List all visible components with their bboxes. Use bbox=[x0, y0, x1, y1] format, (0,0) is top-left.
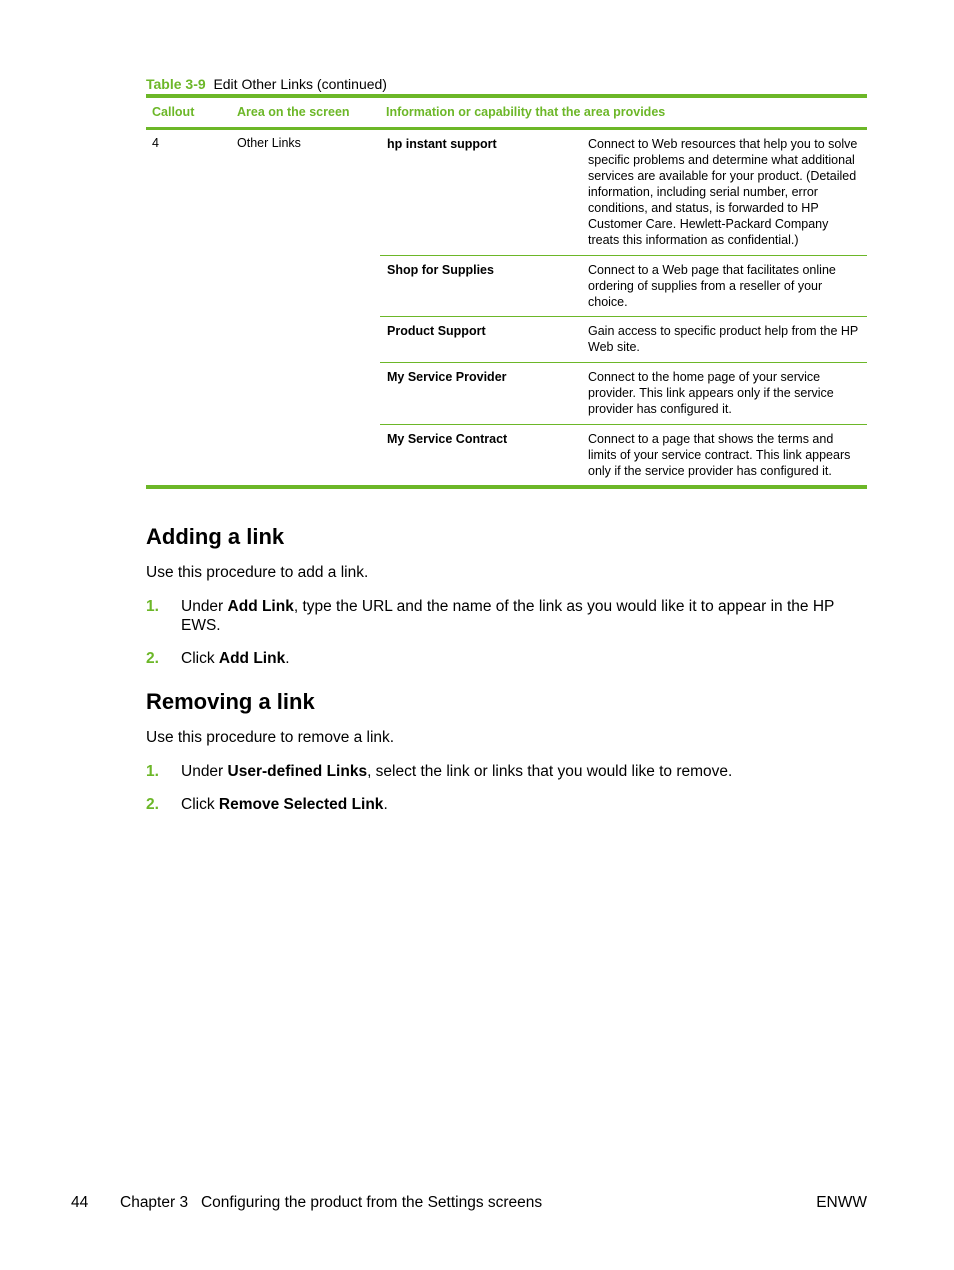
table-bottom-rule bbox=[146, 485, 867, 489]
adding-step2-text: Click Add Link. bbox=[181, 650, 290, 667]
row-link-desc: Connect to Web resources that help you to solve specific problems and determine what additional services are available for your product. (Detailed information, including serial number, error conditions, and status, is forwarded to HP Customer Care. Hewlett-Packard Company treats this information as confidential.) bbox=[588, 137, 858, 247]
area-value: Other Links bbox=[237, 136, 301, 150]
removing-intro: Use this procedure to remove a link. bbox=[146, 729, 395, 746]
footer-chapter: Chapter 3 Configuring the product from the Settings screens bbox=[120, 1194, 543, 1211]
table-number: Table 3-9 bbox=[146, 76, 206, 92]
row-separator bbox=[380, 316, 867, 317]
row-separator bbox=[380, 255, 867, 256]
row-link-desc: Connect to a page that shows the terms and limits of your service contract. This link appears only if the service provider has configured it. bbox=[588, 432, 851, 478]
adding-heading: Adding a link bbox=[146, 524, 285, 549]
row-link-name: My Service Contract bbox=[387, 432, 508, 446]
table-top-rule bbox=[146, 94, 867, 98]
removing-heading: Removing a link bbox=[146, 689, 315, 714]
row-link-name: Product Support bbox=[387, 324, 486, 338]
removing-step2-text: Click Remove Selected Link. bbox=[181, 796, 388, 813]
adding-step2-number: 2. bbox=[146, 650, 159, 667]
row-separator bbox=[380, 424, 867, 425]
row-link-desc: Gain access to specific product help from the HP Web site. bbox=[588, 324, 859, 354]
footer-right: ENWW bbox=[816, 1194, 867, 1211]
removing-step1-text: Under User-defined Links, select the link or links that you would like to remove. bbox=[181, 763, 733, 780]
adding-step1-number: 1. bbox=[146, 598, 159, 615]
removing-step1-number: 1. bbox=[146, 763, 159, 780]
table-header-rule bbox=[146, 127, 867, 130]
row-separator bbox=[380, 362, 867, 363]
header-info: Information or capability that the area provides bbox=[386, 105, 666, 119]
callout-value: 4 bbox=[152, 136, 159, 150]
removing-step2-number: 2. bbox=[146, 796, 159, 813]
header-area: Area on the screen bbox=[237, 105, 350, 119]
row-link-name: My Service Provider bbox=[387, 370, 507, 384]
table-header-row bbox=[146, 105, 867, 125]
row-link-desc: Connect to the home page of your service provider. This link appears only if the service provider has configured it. bbox=[588, 370, 834, 416]
row-link-name: hp instant support bbox=[387, 137, 497, 151]
row-link-desc: Connect to a Web page that facilitates online ordering of supplies from a reseller of your choice. bbox=[588, 263, 836, 309]
page-number: 44 bbox=[71, 1194, 89, 1211]
table-title: Edit Other Links (continued) bbox=[213, 76, 387, 92]
adding-step1-text: Under Add Link, type the URL and the name of the link as you would like it to appear in the HP EWS. bbox=[181, 598, 835, 634]
table-caption bbox=[146, 76, 387, 92]
adding-intro: Use this procedure to add a link. bbox=[146, 564, 369, 581]
header-callout: Callout bbox=[152, 105, 195, 119]
row-link-name: Shop for Supplies bbox=[387, 263, 494, 277]
